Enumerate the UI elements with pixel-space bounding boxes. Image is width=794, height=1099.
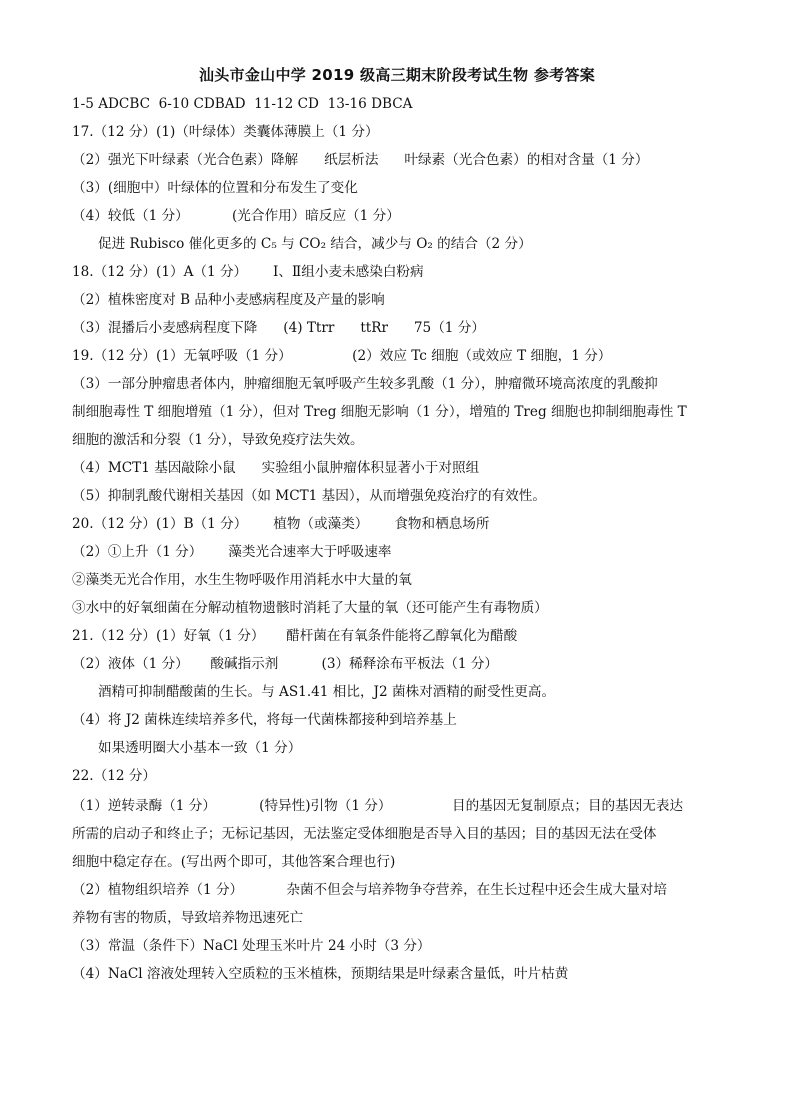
answer-line-22-1b: 所需的启动子和终止子；无标记基因，无法鉴定受体细胞是否导入目的基因；目的基因无法在受体 — [72, 826, 657, 842]
answer-line-19-5: （5）抑制乳酸代谢相关基因（如 MCT1 基因），从而增强免疫治疗的有效性。 — [72, 488, 546, 504]
answer-line-21-4b: 如果透明圈大小基本一致（1 分） — [98, 740, 302, 756]
answer-line-22-1a: （1）逆转录酶（1 分） (特异性)引物（1 分） 目的基因无复制原点；目的基因无表达 — [72, 798, 684, 814]
answer-line-17-4: （4）较低（1 分） (光合作用）暗反应（1 分） — [72, 208, 400, 224]
answer-line-19-4: （4）MCT1 基因敲除小鼠 实验组小鼠肿瘤体积显著小于对照组 — [72, 460, 480, 476]
answer-line-19-1: 19.（12 分）(1）无氧呼吸（1 分） (2）效应 Tc 细胞（或效应 T 细胞，1 分） — [72, 348, 612, 364]
answer-line-22-1c: 细胞中稳定存在。(写出两个即可，其他答案合理也行) — [72, 854, 396, 870]
answer-line-22-2b: 养物有害的物质，导致培养物迅速死亡 — [72, 910, 304, 926]
answer-line-mc: 1-5 ADCBC 6-10 CDBAD 11-12 CD 13-16 DBCA — [72, 96, 413, 112]
answer-line-21-2: （2）液体（1 分） 酸碱指示剂 (3）稀释涂布平板法（1 分） — [72, 656, 499, 672]
answer-line-21-1: 21.（12 分）(1）好氧（1 分） 醋杆菌在有氧条件能将乙醇氧化为醋酸 — [72, 628, 518, 644]
answer-line-17-2: （2）强光下叶绿素（光合色素）降解 纸层析法 叶绿素（光合色素）的相对含量（1 分） — [72, 152, 649, 168]
answer-line-20-2b: ②藻类无光合作用，水生生物呼吸作用消耗水中大量的氧 — [72, 572, 412, 588]
answer-line-17-1: 17.（12 分）(1)（叶绿体）类囊体薄膜上（1 分） — [72, 124, 379, 140]
answer-line-17-3: （3）(细胞中）叶绿体的位置和分布发生了变化 — [72, 180, 358, 196]
answer-line-18-3: （3）混播后小麦感病程度下降 (4) Ttrr ttRr 75（1 分） — [72, 320, 485, 336]
answer-line-18-1: 18.（12 分）(1）A（1 分） Ⅰ、Ⅱ组小麦未感染白粉病 — [72, 264, 424, 280]
answer-line-20-2a: （2）①上升（1 分） 藻类光合速率大于呼吸速率 — [72, 544, 392, 560]
answer-line-22-4: （4）NaCl 溶液处理转入空质粒的玉米植株，预期结果是叶绿素含量低，叶片枯黄 — [72, 966, 569, 982]
answer-line-19-3b: 制细胞毒性 T 细胞增殖（1 分），但对 Treg 细胞无影响（1 分），增殖的 Treg 细胞也抑制细胞毒性 T — [72, 404, 687, 420]
answer-line-19-3a: （3）一部分肿瘤患者体内，肿瘤细胞无氧呼吸产生较多乳酸（1 分），肿瘤微环境高浓度的乳酸抑 — [72, 376, 658, 392]
answer-line-22-head: 22.（12 分） — [72, 768, 157, 784]
answer-line-20-1: 20.（12 分）(1）B（1 分） 植物（或藻类） 食物和栖息场所 — [72, 516, 490, 532]
answer-line-20-2c: ③水中的好氧细菌在分解动植物遗骸时消耗了大量的氧（还可能产生有毒物质） — [72, 600, 548, 616]
answer-line-17-4b: 促进 Rubisco 催化更多的 C₅ 与 CO₂ 结合，减少与 O₂ 的结合（2 分） — [98, 236, 532, 252]
answer-line-22-3: （3）常温（条件下）NaCl 处理玉米叶片 24 小时（3 分） — [72, 938, 431, 954]
answer-line-21-3: 酒精可抑制醋酸菌的生长。与 AS1.41 相比，J2 菌株对酒精的耐受性更高。 — [98, 684, 556, 700]
answer-line-19-3c: 细胞的激活和分裂（1 分），导致免疫疗法失效。 — [72, 432, 364, 448]
answer-line-18-2: （2）植株密度对 B 品种小麦感病程度及产量的影响 — [72, 292, 385, 308]
document-title: 汕头市金山中学 2019 级高三期末阶段考试生物 参考答案 — [198, 66, 596, 84]
answer-line-21-4a: （4）将 J2 菌株连续培养多代，将每一代菌株都接种到培养基上 — [72, 712, 457, 728]
answer-line-22-2a: （2）植物组织培养（1 分） 杂菌不但会与培养物争夺营养，在生长过程中还会生成大量对培 — [72, 882, 667, 898]
